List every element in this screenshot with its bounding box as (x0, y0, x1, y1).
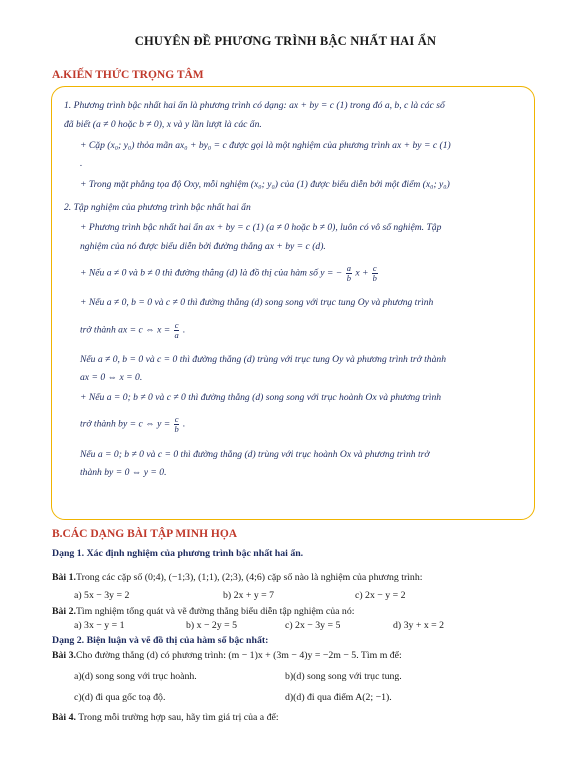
fraction-c-over-b-2: $\frac{c}{b}$ (174, 414, 179, 434)
box-line-1: 1. Phương trình bậc nhất hai ẩn là phương trình có dạng: ax + by = c (1) trong đó a, b, c là các số (64, 100, 445, 111)
fraction-a-over-b: $\frac{a}{b}$ (346, 263, 351, 283)
box-line-3: + Cặp (x₀; y₀) thỏa mãn ax₀ + by₀ = c được gọi là một nghiệm của phương trình ax + by = c (1) (80, 140, 451, 151)
dang-2-heading: Dạng 2. Biện luận và vẽ đồ thị của hàm số bậc nhất: (52, 635, 269, 646)
section-a-heading: A.KIẾN THỨC TRỌNG TÂM (52, 69, 204, 81)
box-line-8: nghiệm của nó được biểu diễn bởi đường thẳng ax + by = c (d). (80, 241, 326, 252)
box-line-14: + Nếu a = 0; b ≠ 0 và c ≠ 0 thì đường thẳng (d) song song với trục hoành Ox và phương trình (80, 392, 442, 403)
page-title: CHUYÊN ĐỀ PHƯƠNG TRÌNH BẬC NHẤT HAI ẨN (134, 34, 437, 48)
bai-3-a: a)(d) song song với trục hoành. (74, 671, 197, 682)
box-line-16: Nếu a = 0; b ≠ 0 và c = 0 thì đường thẳng (d) trùng với trục hoành Ox và phương trình trở (80, 449, 430, 460)
box-line-9: + Nếu a ≠ 0 và b ≠ 0 thì đường thẳng (d) là đồ thị của hàm số y = − $\frac{a}{b}$ x + $\frac{c}{b}$ (80, 263, 377, 283)
box-line-6: 2. Tập nghiệm của phương trình bậc nhất hai ẩn (64, 202, 251, 213)
box-line-17: thành by = 0 ⇔ y = 0. (80, 467, 167, 478)
fraction-c-over-a: $\frac{c}{a}$ (174, 320, 179, 340)
bai-3-b: b)(d) song song với trục tung. (285, 671, 402, 682)
bai-4: Bài 4. Trong mỗi trường hợp sau, hãy tìm giá trị của a để: (52, 712, 279, 723)
bai-3-d: d)(d) đi qua điểm A(2; −1). (285, 692, 392, 703)
bai-2-c: c) 2x − 3y = 5 (285, 620, 341, 631)
box-line-15: trở thành by = c ⇔ y = $\frac{c}{b}$ . (80, 414, 186, 434)
bai-2-d: d) 3y + x = 2 (393, 620, 445, 631)
box-line-2: đã biết (a ≠ 0 hoặc b ≠ 0), x và y lần lượt là các ẩn. (64, 119, 262, 130)
bai-1-a: a) 5x − 3y = 2 (74, 590, 130, 601)
bai-2-b: b) x − 2y = 5 (186, 620, 238, 631)
bai-1: Bài 1.Trong các cặp số (0;4), (−1;3), (1;1), (2;3), (4;6) cặp số nào là nghiệm của phương trình: (52, 572, 423, 583)
box-line-13: ax = 0 ⇔ x = 0. (80, 372, 143, 383)
bai-3: Bài 3.Cho đường thẳng (d) có phương trình: (m − 1)x + (3m − 4)y = −2m − 5. Tìm m để: (52, 650, 402, 661)
bai-1-c: c) 2x − y = 2 (355, 590, 406, 601)
bai-2: Bài 2.Tìm nghiệm tổng quát và vẽ đường thẳng biểu diễn tập nghiệm của nó: (52, 606, 355, 617)
box-line-4: . (80, 158, 83, 169)
section-b-heading: B.CÁC DẠNG BÀI TẬP MINH HỌA (52, 528, 238, 540)
box-line-11: trở thành ax = c ⇔ x = $\frac{c}{a}$ . (80, 320, 186, 340)
box-line-12: Nếu a ≠ 0, b = 0 và c = 0 thì đường thẳng (d) trùng với trục tung Oy và phương trình trở thành (80, 354, 446, 365)
dang-1-heading: Dạng 1. Xác định nghiệm của phương trình bậc nhất hai ẩn. (52, 548, 304, 559)
bai-1-b: b) 2x + y = 7 (223, 590, 275, 601)
bai-2-a: a) 3x − y = 1 (74, 620, 125, 631)
box-line-9-text: + Nếu a ≠ 0 và b ≠ 0 thì đường thẳng (d) là đồ thị của hàm số y = − (80, 267, 343, 279)
box-line-7: + Phương trình bậc nhất hai ẩn ax + by = c (1) (a ≠ 0 hoặc b ≠ 0), luôn có vô số nghiệm. Tập (80, 222, 442, 233)
bai-3-c: c)(d) đi qua gốc toạ độ. (74, 692, 166, 703)
box-line-5: + Trong mặt phẳng tọa độ Oxy, mỗi nghiệm (x₀; y₀) của (1) được biểu diễn bởi một điểm (x₀; y₀) (80, 179, 450, 190)
fraction-c-over-b: $\frac{c}{b}$ (372, 263, 377, 283)
box-line-10: + Nếu a ≠ 0, b = 0 và c ≠ 0 thì đường thẳng (d) song song với trục tung Oy và phương trình (80, 297, 434, 308)
